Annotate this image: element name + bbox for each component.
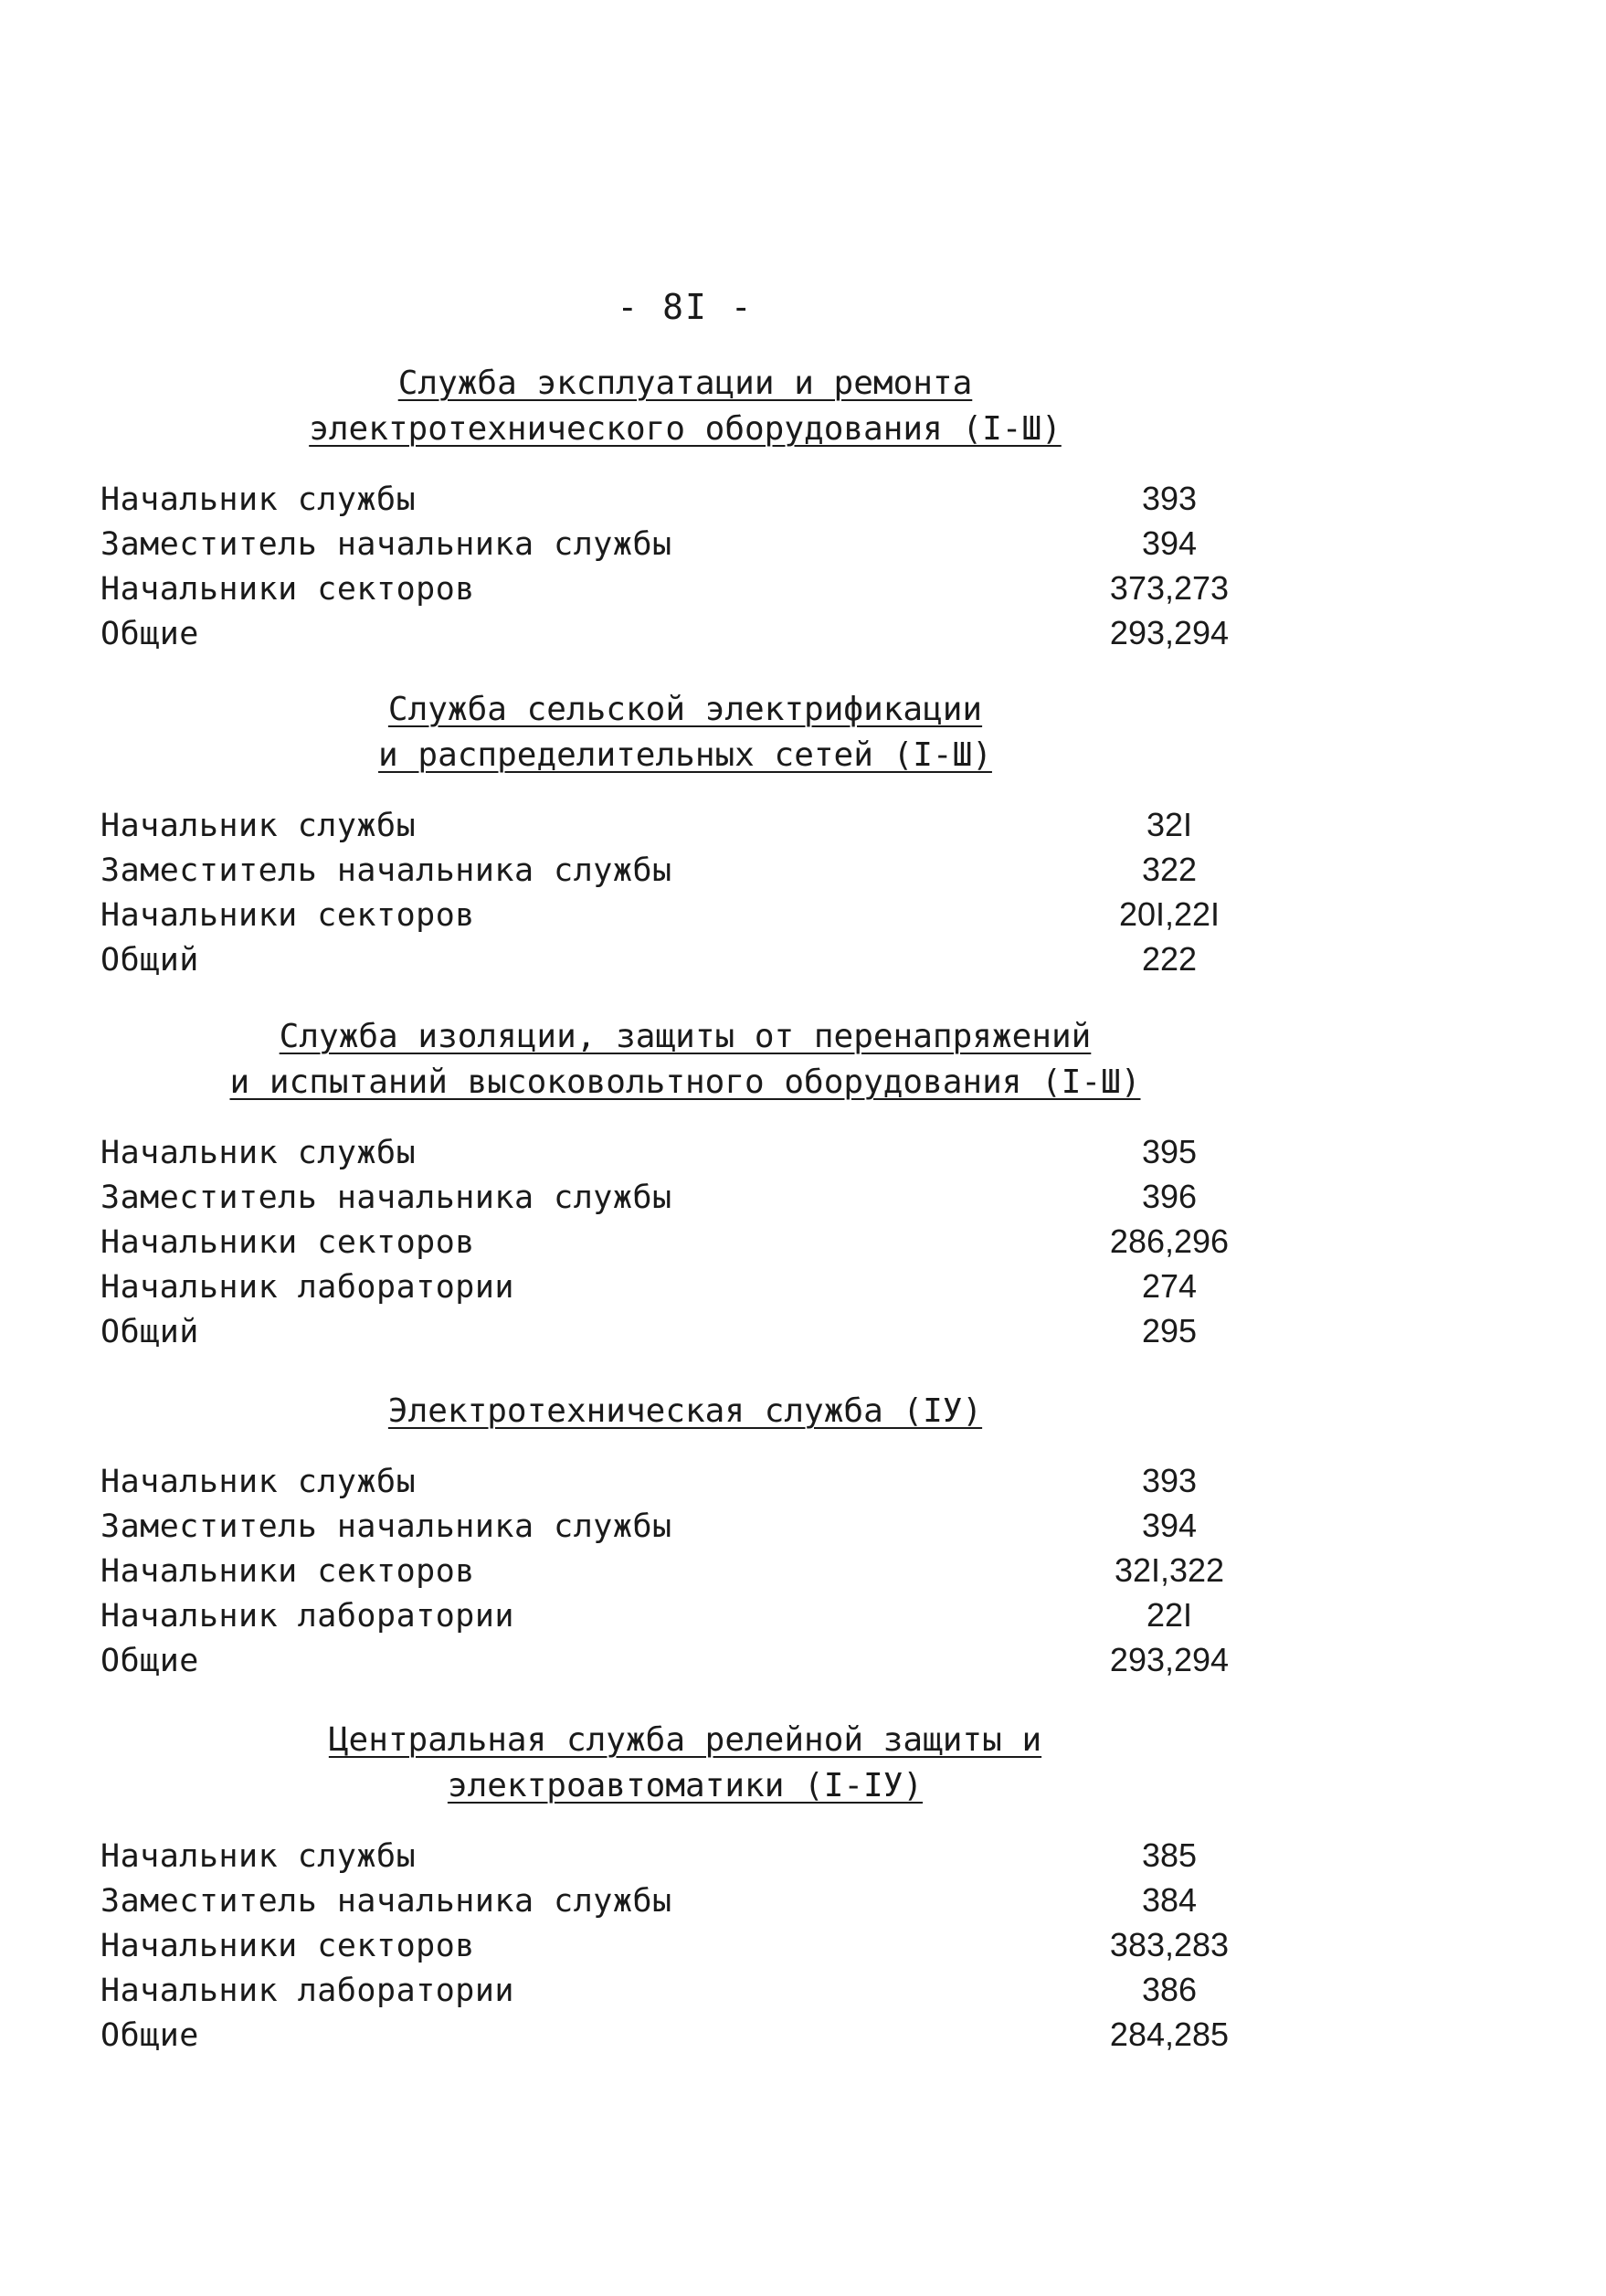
section-relay-protection [100,1718,1270,2057]
row-value: 386 [1141,1971,1198,2008]
row-value: 385 [1141,1836,1198,1874]
table-row [100,476,1270,521]
heading-line: электротехнического оборудования (I-Ш) [309,410,1062,448]
row-value: 284,285 [1109,2016,1230,2053]
heading-line: Электротехническая служба (IУ) [387,1392,983,1430]
table-row [100,1308,1270,1353]
table-row [100,1458,1270,1503]
row-value: 32I [1146,806,1193,843]
heading-line: Служба сельской электрификации [387,691,983,728]
row-value: 383,283 [1109,1926,1230,1963]
row-value: 395 [1141,1133,1198,1170]
row-value: 295 [1141,1312,1198,1349]
row-label: Начальник службы [100,1135,417,1171]
row-label: Заместитель начальника службы [100,526,672,563]
table-row [100,1129,1270,1174]
table-row [100,1922,1270,1967]
row-label: Начальники секторов [100,571,475,608]
row-label: Начальник службы [100,1464,417,1500]
row-value: 293,294 [1109,614,1230,651]
row-label: Начальник лаборатории [100,1598,515,1635]
section-heading [228,1014,1142,1106]
heading-line: Центральная служба релейной защиты и [328,1721,1042,1759]
table-row [100,1967,1270,2012]
table-row [100,892,1270,936]
section-heading [228,1718,1142,1809]
row-value: 20I,22I [1118,895,1220,933]
table-row [100,936,1270,981]
heading-line: и испытаний высоковольтного оборудования (I-Ш) [229,1063,1141,1101]
row-label: Общий [100,1314,199,1350]
row-label: Начальники секторов [100,1928,475,1964]
table-row [100,1264,1270,1308]
table-row [100,1878,1270,1922]
section-electrotechnical-service [100,1389,1270,1682]
row-label: Начальники секторов [100,897,475,934]
row-label: Общие [100,2017,199,2054]
table-row [100,1637,1270,1682]
heading-line: электроавтоматики (I-IУ) [447,1767,924,1804]
row-value: 396 [1141,1178,1198,1215]
row-label: Общие [100,616,199,652]
table-row [100,566,1270,610]
row-label: Начальник службы [100,1838,417,1875]
row-value: 393 [1141,1462,1198,1499]
row-label: Заместитель начальника службы [100,1883,672,1920]
table-row [100,1219,1270,1264]
table-row [100,1174,1270,1219]
section-rural-electrification [100,687,1270,981]
row-value: 286,296 [1109,1222,1230,1260]
section-electrical-equipment [100,361,1270,655]
row-value: 393 [1141,480,1198,517]
heading-line: и распределительных сетей (I-Ш) [378,736,992,774]
row-label: Заместитель начальника службы [100,1180,672,1216]
heading-line: Служба эксплуатации и ремонта [397,365,973,402]
row-value: 384 [1141,1881,1198,1919]
row-value: 222 [1141,940,1198,978]
row-label: Общие [100,1643,199,1679]
row-value: 394 [1141,524,1198,562]
row-value: 274 [1141,1267,1198,1305]
row-value: 322 [1141,851,1198,888]
table-row [100,2012,1270,2057]
row-label: Начальник службы [100,808,417,844]
row-label: Заместитель начальника службы [100,852,672,889]
table-row [100,1833,1270,1878]
table-row [100,802,1270,847]
row-value: 22I [1146,1596,1193,1634]
row-value: 293,294 [1109,1641,1230,1678]
row-value: 394 [1141,1507,1198,1544]
row-label: Начальник лаборатории [100,1269,515,1306]
table-row [100,610,1270,655]
page-number: - 8I - [617,287,754,327]
row-label: Начальник службы [100,481,417,518]
table-row [100,521,1270,566]
row-value: 32I,322 [1114,1551,1225,1589]
section-heading [228,1389,1142,1434]
section-insulation-protection [100,1014,1270,1353]
section-heading [228,361,1142,452]
table-row [100,847,1270,892]
table-row [100,1592,1270,1637]
row-label: Заместитель начальника службы [100,1508,672,1545]
section-heading [228,687,1142,778]
table-row [100,1548,1270,1592]
heading-line: Служба изоляции, защиты от перенапряжений [279,1018,1092,1055]
row-label: Начальники секторов [100,1224,475,1261]
row-label: Общий [100,942,199,979]
table-row [100,1503,1270,1548]
row-value: 373,273 [1109,569,1230,607]
row-label: Начальник лаборатории [100,1973,515,2009]
row-label: Начальники секторов [100,1553,475,1590]
